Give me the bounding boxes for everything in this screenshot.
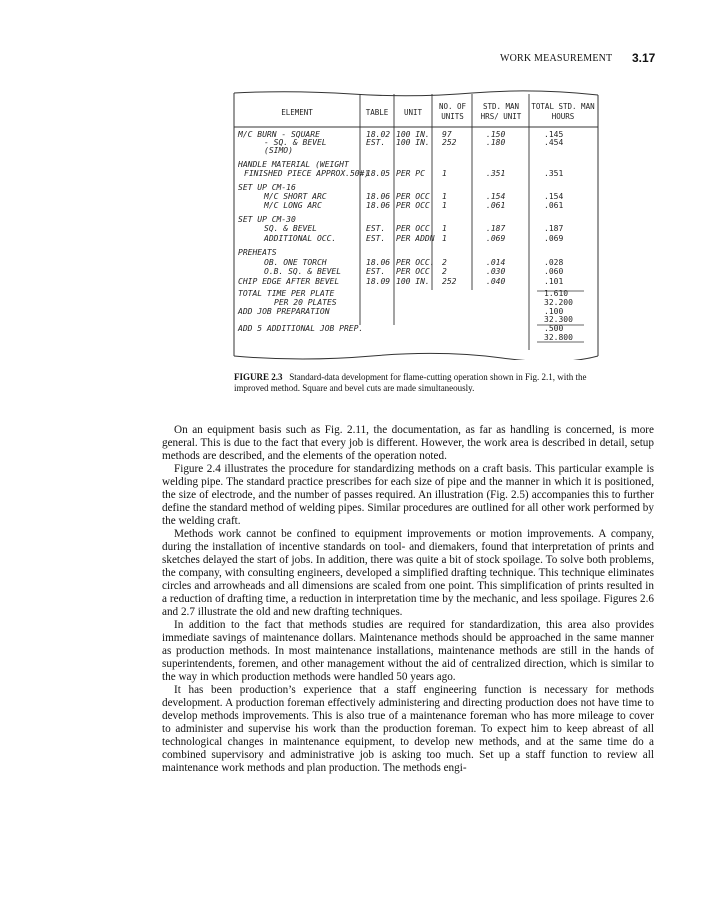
row-unit: PER OCC bbox=[396, 201, 430, 210]
col-header-std-man-hrs: STD. MAN HRS/ UNIT bbox=[480, 102, 522, 121]
row-total: .500 bbox=[544, 324, 564, 333]
row-total: .060 bbox=[544, 267, 564, 276]
col-header-total-std-man-hours: TOTAL STD. MAN HOURS bbox=[531, 102, 595, 121]
row-element: SET UP CM-30 bbox=[238, 215, 296, 224]
row-element: (SIMO) bbox=[264, 146, 293, 155]
row-element: M/C BURN - SQUARE bbox=[238, 130, 320, 139]
row-total: 32.800 bbox=[544, 333, 573, 342]
row-element: PREHEATS bbox=[238, 248, 277, 257]
row-table: EST. bbox=[366, 267, 386, 276]
row-unit: PER OCC. bbox=[396, 258, 435, 267]
row-element: ADD JOB PREPARATION bbox=[238, 307, 330, 316]
row-unit: 100 IN. bbox=[396, 277, 430, 286]
row-units: 1 bbox=[442, 234, 447, 243]
row-total: .454 bbox=[544, 138, 564, 147]
row-total: .028 bbox=[544, 258, 564, 267]
row-units: 1 bbox=[442, 192, 447, 201]
row-unit: PER PC bbox=[396, 169, 425, 178]
caption-label: FIGURE 2.3 bbox=[234, 372, 283, 382]
row-std: .014 bbox=[486, 258, 506, 267]
row-table: EST. bbox=[366, 138, 386, 147]
page-number: 3.17 bbox=[632, 51, 656, 65]
paragraph: On an equipment basis such as Fig. 2.11, the documentation, as far as handling is concerned, is more general. This is due to the fact that every job is different. However, the work area is described in detail, setup methods are described, and the elements of the operation noted. bbox=[162, 424, 654, 462]
row-element: M/C LONG ARC bbox=[264, 201, 322, 210]
row-total: .145 bbox=[544, 130, 564, 139]
col-header-element: ELEMENT bbox=[281, 108, 313, 117]
paragraph: In addition to the fact that methods studies are required for standardization, this area also provides immediate savings of maintenance dollars. Maintenance methods should be approached in the same manner as production methods. In most maintenance installations, maintenance methods are still in the hands of superintendents, foremen, and other management without the aid of centralized direction, which is similar to the way in which production methods were handled 50 years ago. bbox=[162, 619, 654, 683]
paragraph: Methods work cannot be confined to equipment improvements or motion improvements. A company, during the installation of incentive standards on tool- and diemakers, found that interpretation of prints and sketches delayed the start of jobs. In addition, there was quite a bit of stock spoilage. To solve both problems, the company, with consulting engineers, developed a simplified drafting technique. This technique eliminates circles and arrowheads and all dimensions are scaled from one point. This simplification of prints resulted in a reduction of drafting time, a reduction in interpretation time by the mechanic, and less spoilage. Figures 2.6 and 2.7 illustrate the old and new drafting techniques. bbox=[162, 528, 654, 618]
col-header-unit: UNIT bbox=[403, 108, 423, 117]
col-header-table: TABLE bbox=[365, 108, 389, 117]
row-total: .187 bbox=[544, 224, 564, 233]
row-std: .187 bbox=[486, 224, 506, 233]
paragraph: It has been production’s experience that a staff engineering function is necessary for methods development. A production foreman effectively administering and directing production does not have time to develop methods improvements. This is also true of a maintenance foreman who has more mileage to cover to administer and supervise his work than the production foreman. To expect him to keep abreast of all technological changes in maintenance equipment, to develop new methods, and at the same time do a combined supervisory and administrative job is asking too much. Set up a staff function to review all maintenance work methods and plan production. The methods engi- bbox=[162, 684, 654, 774]
figure-caption bbox=[234, 372, 594, 394]
row-table: 18.06 bbox=[366, 192, 391, 201]
row-element: ADDITIONAL OCC. bbox=[264, 234, 337, 243]
row-units: 1 bbox=[442, 169, 447, 178]
row-unit: PER OCC bbox=[396, 192, 430, 201]
row-total: .101 bbox=[544, 277, 564, 286]
row-table: 18.05 bbox=[366, 169, 391, 178]
row-std: .030 bbox=[486, 267, 506, 276]
row-total: .069 bbox=[544, 234, 564, 243]
row-table: EST. bbox=[366, 234, 386, 243]
row-std: .061 bbox=[486, 201, 506, 210]
row-total: .061 bbox=[544, 201, 564, 210]
row-units: 2 bbox=[442, 267, 447, 276]
row-element: PER 20 PLATES bbox=[274, 298, 337, 307]
running-header-section: WORK MEASUREMENT bbox=[500, 53, 613, 64]
row-unit: 100 IN. bbox=[396, 130, 430, 139]
row-units: 1 bbox=[442, 201, 447, 210]
row-units: 1 bbox=[442, 224, 447, 233]
row-std: .040 bbox=[486, 277, 506, 286]
row-total: .100 bbox=[544, 307, 564, 316]
col-header-no-of-units: NO. OF UNITS bbox=[438, 102, 467, 121]
row-table: 18.06 bbox=[366, 258, 391, 267]
row-unit: PER ADDN bbox=[396, 234, 435, 243]
row-units: 252 bbox=[442, 277, 457, 286]
row-element: SQ. & BEVEL bbox=[264, 224, 317, 233]
row-table: 18.02 bbox=[366, 130, 391, 139]
row-element: CHIP EDGE AFTER BEVEL bbox=[238, 277, 340, 286]
row-element: OB. ONE TORCH bbox=[264, 258, 327, 267]
row-element: FINISHED PIECE APPROX.50#) bbox=[244, 169, 370, 178]
row-element: M/C SHORT ARC bbox=[264, 192, 327, 201]
row-total: 1.610 bbox=[544, 289, 569, 298]
row-element: TOTAL TIME PER PLATE bbox=[238, 289, 335, 298]
row-unit: 100 IN. bbox=[396, 138, 430, 147]
row-unit: PER OCC bbox=[396, 267, 430, 276]
row-element: O.B. SQ. & BEVEL bbox=[264, 267, 342, 276]
row-units: 97 bbox=[442, 130, 452, 139]
row-element: SET UP CM-16 bbox=[238, 183, 296, 192]
row-element: HANDLE MATERIAL (WEIGHT bbox=[238, 160, 349, 169]
row-units: 252 bbox=[442, 138, 457, 147]
paragraph: Figure 2.4 illustrates the procedure for standardizing methods on a craft basis. This particular example is welding pipe. The standard practice prescribes for each size of pipe and the manner in which it is positioned, the size of electrode, and the number of passes required. An illustration (Fig. 2.5) accompanies this to further define the standard method of welding pipes. Similar procedures are outlined for all other work performed by the welding craft. bbox=[162, 463, 654, 527]
row-total: 32.200 bbox=[544, 298, 573, 307]
row-table: 18.06 bbox=[366, 201, 391, 210]
row-unit: PER OCC bbox=[396, 224, 430, 233]
row-total: 32.300 bbox=[544, 315, 573, 324]
row-element: - SQ. & BEVEL bbox=[264, 138, 327, 147]
row-table: 18.09 bbox=[366, 277, 391, 286]
row-table: EST. bbox=[366, 224, 386, 233]
caption-text: Standard-data development for flame-cutting operation shown in Fig. 2.1, with the improved method. Square and bevel cuts are made simultaneously. bbox=[234, 372, 587, 393]
row-std: .351 bbox=[486, 169, 506, 178]
row-total: .154 bbox=[544, 192, 564, 201]
figure-2-3-table bbox=[232, 90, 600, 360]
row-std: .150 bbox=[486, 130, 506, 139]
row-total: .351 bbox=[544, 169, 564, 178]
row-element: ADD 5 ADDITIONAL JOB PREP. bbox=[238, 324, 364, 333]
row-units: 2 bbox=[442, 258, 447, 267]
row-std: .180 bbox=[486, 138, 506, 147]
row-std: .069 bbox=[486, 234, 506, 243]
body-text bbox=[162, 424, 654, 775]
row-std: .154 bbox=[486, 192, 506, 201]
